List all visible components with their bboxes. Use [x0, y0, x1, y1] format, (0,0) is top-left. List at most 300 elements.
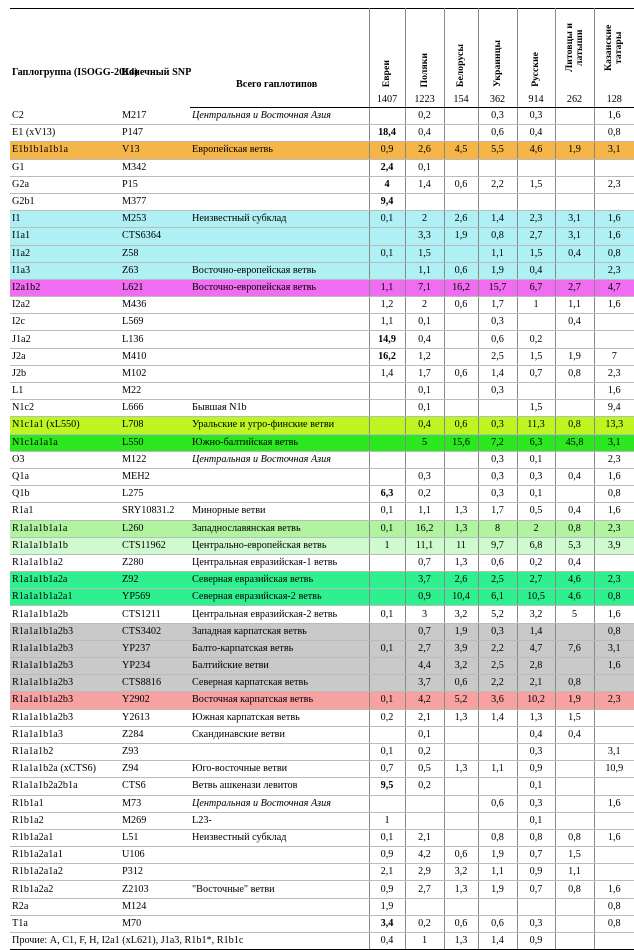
branch-cell: "Восточные" ветви — [190, 881, 369, 898]
snp-cell: M102 — [120, 365, 190, 382]
frequency-cell — [594, 864, 634, 881]
footer-row — [10, 933, 634, 950]
table-row — [10, 726, 634, 743]
frequency-cell — [555, 383, 594, 400]
frequency-cell — [369, 589, 405, 606]
frequency-cell: 10,4 — [444, 589, 478, 606]
frequency-cell — [444, 400, 478, 417]
haplogroup-cell: I2a1b2 — [10, 279, 120, 296]
frequency-cell — [594, 159, 634, 176]
haplogroup-cell: R1b1a2a1a2 — [10, 864, 120, 881]
frequency-cell: 0,3 — [517, 915, 555, 932]
frequency-cell: 0,3 — [478, 623, 517, 640]
branch-cell — [190, 898, 369, 915]
table-row — [10, 314, 634, 331]
frequency-cell: 1,4 — [405, 176, 444, 193]
haplogroup-cell: R1b1a2a1 — [10, 829, 120, 846]
frequency-cell: 0,6 — [444, 176, 478, 193]
frequency-cell: 1,6 — [594, 297, 634, 314]
frequency-cell: 3,6 — [478, 692, 517, 709]
frequency-cell: 0,3 — [478, 451, 517, 468]
frequency-cell: 0,4 — [555, 245, 594, 262]
branch-cell: Центрально-европейская ветвь — [190, 537, 369, 554]
frequency-cell: 0,9 — [369, 847, 405, 864]
frequency-cell: 0,6 — [478, 795, 517, 812]
frequency-cell — [555, 108, 594, 125]
frequency-cell: 1,1 — [555, 864, 594, 881]
frequency-cell — [517, 314, 555, 331]
frequency-cell — [478, 778, 517, 795]
haplogroup-cell: R1a1a1b1a2b3 — [10, 640, 120, 657]
table-row — [10, 365, 634, 382]
frequency-cell: 0,1 — [369, 692, 405, 709]
frequency-cell: 5,5 — [478, 142, 517, 159]
snp-cell: L621 — [120, 279, 190, 296]
table-row — [10, 142, 634, 159]
haplogroup-cell: G2b1 — [10, 193, 120, 210]
frequency-cell: 0,7 — [517, 847, 555, 864]
branch-cell — [190, 383, 369, 400]
frequency-cell: 5,3 — [555, 537, 594, 554]
frequency-cell — [555, 193, 594, 210]
frequency-cell: 2,3 — [594, 451, 634, 468]
frequency-cell — [444, 159, 478, 176]
branch-cell: Неизвестный субклад — [190, 211, 369, 228]
frequency-cell: 2,7 — [517, 572, 555, 589]
frequency-cell — [478, 898, 517, 915]
frequency-cell: 0,6 — [444, 297, 478, 314]
table-row — [10, 709, 634, 726]
frequency-cell — [444, 125, 478, 142]
frequency-cell: 1,1 — [369, 279, 405, 296]
frequency-cell: 0,1 — [405, 314, 444, 331]
frequency-cell: 0,3 — [478, 486, 517, 503]
frequency-cell: 2,2 — [478, 176, 517, 193]
frequency-cell: 2,3 — [594, 365, 634, 382]
frequency-cell: 0,8 — [594, 623, 634, 640]
table-row — [10, 829, 634, 846]
frequency-cell: 0,1 — [369, 606, 405, 623]
table-row — [10, 778, 634, 795]
footer-value: 0,9 — [517, 933, 555, 950]
haplogroup-cell: R1b1a1 — [10, 795, 120, 812]
table-body — [10, 108, 634, 933]
footer-value: 1 — [405, 933, 444, 950]
frequency-cell: 0,8 — [594, 486, 634, 503]
frequency-cell: 11,3 — [517, 417, 555, 434]
table-row — [10, 572, 634, 589]
frequency-cell: 0,6 — [444, 847, 478, 864]
table-row — [10, 451, 634, 468]
frequency-cell: 1,1 — [405, 503, 444, 520]
table-row — [10, 520, 634, 537]
frequency-cell: 2,7 — [555, 279, 594, 296]
frequency-cell: 15,6 — [444, 434, 478, 451]
frequency-cell — [594, 847, 634, 864]
frequency-cell: 3,3 — [405, 228, 444, 245]
haplogroup-cell: G1 — [10, 159, 120, 176]
snp-cell: P312 — [120, 864, 190, 881]
frequency-cell: 1,9 — [444, 228, 478, 245]
frequency-cell — [444, 383, 478, 400]
frequency-cell: 5,2 — [478, 606, 517, 623]
frequency-cell: 0,2 — [405, 108, 444, 125]
frequency-cell: 0,1 — [405, 159, 444, 176]
frequency-cell: 2,3 — [594, 176, 634, 193]
total-count: 362 — [478, 93, 517, 108]
frequency-cell: 3,4 — [369, 915, 405, 932]
frequency-cell: 1,7 — [478, 297, 517, 314]
frequency-cell: 1,5 — [555, 847, 594, 864]
frequency-cell — [594, 726, 634, 743]
frequency-cell — [405, 898, 444, 915]
haplogroup-cell: R1a1a1b1a3 — [10, 726, 120, 743]
haplogroup-cell: C2 — [10, 108, 120, 125]
frequency-cell: 9,5 — [369, 778, 405, 795]
frequency-cell: 0,6 — [444, 915, 478, 932]
table-row — [10, 193, 634, 210]
frequency-cell: 4,6 — [555, 572, 594, 589]
table-row — [10, 898, 634, 915]
haplogroup-cell: R1a1a1b1a2b3 — [10, 692, 120, 709]
frequency-cell: 3,1 — [594, 743, 634, 760]
frequency-cell: 0,2 — [405, 778, 444, 795]
frequency-cell — [594, 554, 634, 571]
branch-cell: Южная карпатская ветвь — [190, 709, 369, 726]
frequency-cell: 0,7 — [517, 365, 555, 382]
frequency-cell: 0,1 — [369, 829, 405, 846]
frequency-cell: 1,6 — [594, 881, 634, 898]
frequency-cell: 0,4 — [555, 726, 594, 743]
frequency-cell — [369, 108, 405, 125]
branch-cell: Бывшая N1b — [190, 400, 369, 417]
frequency-cell: 2,3 — [594, 692, 634, 709]
total-count: 154 — [444, 93, 478, 108]
branch-cell — [190, 159, 369, 176]
snp-cell: YP569 — [120, 589, 190, 606]
haplogroup-cell: R1a1 — [10, 503, 120, 520]
frequency-cell: 6,8 — [517, 537, 555, 554]
frequency-cell: 3,9 — [594, 537, 634, 554]
frequency-cell — [594, 314, 634, 331]
snp-cell: M410 — [120, 348, 190, 365]
branch-cell: Центральная и Восточная Азия — [190, 795, 369, 812]
frequency-cell: 14,9 — [369, 331, 405, 348]
frequency-cell — [555, 812, 594, 829]
haplogroup-cell: R2a — [10, 898, 120, 915]
branch-cell — [190, 331, 369, 348]
table-row — [10, 847, 634, 864]
frequency-cell: 2,6 — [444, 572, 478, 589]
snp-cell: Z58 — [120, 245, 190, 262]
frequency-cell: 0,1 — [405, 383, 444, 400]
frequency-cell: 4,2 — [405, 847, 444, 864]
branch-cell: Минорные ветви — [190, 503, 369, 520]
frequency-cell: 2 — [517, 520, 555, 537]
frequency-cell: 4,2 — [405, 692, 444, 709]
frequency-cell — [478, 743, 517, 760]
haplogroup-cell: I1a1 — [10, 228, 120, 245]
frequency-cell: 0,7 — [369, 761, 405, 778]
snp-cell: M22 — [120, 383, 190, 400]
snp-cell: CTS3402 — [120, 623, 190, 640]
frequency-cell — [369, 228, 405, 245]
frequency-cell: 4,5 — [444, 142, 478, 159]
table-row — [10, 795, 634, 812]
frequency-cell — [369, 468, 405, 485]
total-count: 1407 — [369, 93, 405, 108]
branch-cell: Центральная евразийская-1 ветвь — [190, 554, 369, 571]
frequency-cell — [444, 451, 478, 468]
frequency-cell — [369, 675, 405, 692]
frequency-cell: 0,1 — [405, 400, 444, 417]
frequency-cell: 1,3 — [444, 554, 478, 571]
frequency-cell: 0,4 — [555, 554, 594, 571]
frequency-cell — [405, 812, 444, 829]
frequency-cell: 1,3 — [444, 761, 478, 778]
frequency-cell: 1,6 — [594, 468, 634, 485]
header-row — [10, 9, 634, 94]
frequency-cell — [555, 125, 594, 142]
snp-cell: CTS11962 — [120, 537, 190, 554]
haplogroup-cell: R1a1a1b1a1a — [10, 520, 120, 537]
haplogroup-cell: N1c2 — [10, 400, 120, 417]
frequency-cell — [594, 193, 634, 210]
branch-cell: Восточно-европейская ветвь — [190, 279, 369, 296]
branch-cell: Центральная и Восточная Азия — [190, 451, 369, 468]
frequency-cell — [555, 743, 594, 760]
frequency-cell: 0,2 — [405, 486, 444, 503]
frequency-cell — [555, 400, 594, 417]
branch-cell: Центральная евразийская-2 ветвь — [190, 606, 369, 623]
frequency-cell — [444, 743, 478, 760]
snp-cell: L666 — [120, 400, 190, 417]
haplogroup-cell: R1a1a1b1a2b3 — [10, 675, 120, 692]
frequency-cell: 1 — [369, 812, 405, 829]
frequency-cell: 1,9 — [555, 692, 594, 709]
frequency-cell: 1,6 — [594, 606, 634, 623]
branch-cell — [190, 468, 369, 485]
frequency-cell: 0,8 — [517, 829, 555, 846]
table-row — [10, 881, 634, 898]
frequency-cell: 4,6 — [555, 589, 594, 606]
branch-cell — [190, 228, 369, 245]
frequency-cell: 4,7 — [594, 279, 634, 296]
haplogroup-cell: G2a — [10, 176, 120, 193]
branch-cell — [190, 915, 369, 932]
snp-cell: CTS6364 — [120, 228, 190, 245]
snp-cell: L569 — [120, 314, 190, 331]
frequency-cell — [369, 451, 405, 468]
frequency-cell: 0,8 — [478, 228, 517, 245]
frequency-cell — [369, 726, 405, 743]
frequency-cell — [517, 898, 555, 915]
frequency-cell: 2,1 — [369, 864, 405, 881]
frequency-cell — [369, 417, 405, 434]
frequency-cell: 10,9 — [594, 761, 634, 778]
frequency-cell: 3,7 — [405, 675, 444, 692]
frequency-cell: 7,6 — [555, 640, 594, 657]
frequency-cell — [444, 486, 478, 503]
frequency-cell: 2,4 — [369, 159, 405, 176]
frequency-cell: 0,8 — [594, 245, 634, 262]
frequency-cell — [444, 726, 478, 743]
frequency-cell: 1,3 — [444, 881, 478, 898]
haplogroup-cell: R1b1a2a1a1 — [10, 847, 120, 864]
frequency-cell: 0,3 — [517, 108, 555, 125]
snp-cell: M217 — [120, 108, 190, 125]
population-header: Литовцы и латыши — [555, 9, 594, 94]
haplogroup-cell: R1a1a1b1a2a1 — [10, 589, 120, 606]
frequency-cell: 1,5 — [517, 400, 555, 417]
snp-cell: L51 — [120, 829, 190, 846]
table-row — [10, 537, 634, 554]
frequency-cell: 0,7 — [517, 881, 555, 898]
frequency-cell — [478, 812, 517, 829]
frequency-cell: 2,5 — [478, 348, 517, 365]
snp-cell: Z2103 — [120, 881, 190, 898]
frequency-cell: 0,3 — [517, 468, 555, 485]
frequency-cell — [369, 795, 405, 812]
frequency-cell: 11 — [444, 537, 478, 554]
frequency-cell: 2,5 — [478, 658, 517, 675]
branch-cell: Европейская ветвь — [190, 142, 369, 159]
frequency-cell: 0,4 — [405, 125, 444, 142]
table-row — [10, 279, 634, 296]
frequency-cell — [444, 795, 478, 812]
frequency-cell: 0,8 — [594, 898, 634, 915]
snp-cell: L275 — [120, 486, 190, 503]
frequency-cell: 1,5 — [517, 245, 555, 262]
haplogroup-cell: O3 — [10, 451, 120, 468]
frequency-cell: 0,6 — [478, 554, 517, 571]
snp-cell: M124 — [120, 898, 190, 915]
frequency-cell: 1,9 — [478, 847, 517, 864]
total-count: 262 — [555, 93, 594, 108]
table-row — [10, 159, 634, 176]
frequency-cell: 2,7 — [405, 881, 444, 898]
frequency-cell: 0,1 — [369, 245, 405, 262]
frequency-cell: 45,8 — [555, 434, 594, 451]
frequency-cell — [555, 451, 594, 468]
frequency-cell: 2,1 — [517, 675, 555, 692]
frequency-cell: 0,2 — [369, 709, 405, 726]
footer-value: 1,4 — [478, 933, 517, 950]
haplogroup-table — [10, 8, 634, 950]
frequency-cell: 0,3 — [405, 468, 444, 485]
snp-column-header: Конечный SNP — [122, 66, 192, 78]
frequency-cell — [594, 778, 634, 795]
frequency-cell: 1,9 — [555, 348, 594, 365]
frequency-cell: 9,7 — [478, 537, 517, 554]
frequency-cell — [369, 658, 405, 675]
frequency-cell: 1 — [369, 537, 405, 554]
frequency-cell: 2,7 — [405, 640, 444, 657]
frequency-cell: 16,2 — [444, 279, 478, 296]
frequency-cell: 1,1 — [555, 297, 594, 314]
frequency-cell: 3,1 — [594, 640, 634, 657]
frequency-cell: 0,6 — [444, 417, 478, 434]
frequency-cell: 1,5 — [405, 245, 444, 262]
frequency-cell: 0,6 — [478, 915, 517, 932]
frequency-cell: 2,2 — [478, 640, 517, 657]
haplogroup-cell: R1a1a1b1a2b3 — [10, 623, 120, 640]
table-row — [10, 262, 634, 279]
frequency-cell: 1,1 — [478, 864, 517, 881]
frequency-cell — [555, 898, 594, 915]
frequency-cell: 3,1 — [594, 142, 634, 159]
frequency-cell — [405, 795, 444, 812]
frequency-cell: 0,2 — [405, 915, 444, 932]
haplogroup-cell: R1a1a1b2a (xCTS6) — [10, 761, 120, 778]
frequency-cell — [444, 193, 478, 210]
branch-cell — [190, 245, 369, 262]
frequency-cell: 0,3 — [478, 314, 517, 331]
frequency-cell: 1,4 — [478, 365, 517, 382]
frequency-cell: 3,7 — [405, 572, 444, 589]
frequency-cell — [444, 108, 478, 125]
table-row — [10, 434, 634, 451]
frequency-cell: 0,4 — [555, 468, 594, 485]
snp-cell: MEH2 — [120, 468, 190, 485]
snp-cell: Z63 — [120, 262, 190, 279]
branch-cell: Западная карпатская ветвь — [190, 623, 369, 640]
table-row — [10, 383, 634, 400]
frequency-cell: 4,4 — [405, 658, 444, 675]
frequency-cell: 1,9 — [444, 623, 478, 640]
frequency-cell — [555, 623, 594, 640]
branch-cell: Западнославянская ветвь — [190, 520, 369, 537]
table-row — [10, 640, 634, 657]
frequency-cell — [405, 451, 444, 468]
footer-value: 0,4 — [369, 933, 405, 950]
snp-cell: P147 — [120, 125, 190, 142]
snp-cell: M70 — [120, 915, 190, 932]
haplogroup-cell: R1a1a1b1a2b — [10, 606, 120, 623]
snp-cell: Y2613 — [120, 709, 190, 726]
frequency-cell: 2,9 — [405, 864, 444, 881]
population-header: Казанские татары — [594, 9, 634, 94]
table-row — [10, 400, 634, 417]
table-row — [10, 468, 634, 485]
frequency-cell: 2,3 — [594, 572, 634, 589]
frequency-cell — [594, 709, 634, 726]
frequency-cell: 10,5 — [517, 589, 555, 606]
frequency-cell: 1,1 — [369, 314, 405, 331]
frequency-cell — [369, 434, 405, 451]
frequency-cell: 7,2 — [478, 434, 517, 451]
haplogroup-column-header: Гаплогруппа (ISOGG-2014) — [12, 66, 138, 78]
haplogroup-cell: I1a3 — [10, 262, 120, 279]
footer-value — [555, 933, 594, 950]
frequency-cell — [555, 658, 594, 675]
branch-cell: Южно-балтийская ветвь — [190, 434, 369, 451]
table-row — [10, 915, 634, 932]
frequency-cell: 1,2 — [405, 348, 444, 365]
table-row — [10, 211, 634, 228]
frequency-cell: 3,2 — [444, 606, 478, 623]
frequency-cell: 0,4 — [555, 314, 594, 331]
snp-cell: L260 — [120, 520, 190, 537]
frequency-cell — [594, 675, 634, 692]
frequency-cell — [444, 898, 478, 915]
table-row — [10, 331, 634, 348]
table-row — [10, 761, 634, 778]
frequency-cell — [444, 314, 478, 331]
frequency-cell: 1,1 — [478, 761, 517, 778]
table-row — [10, 245, 634, 262]
frequency-cell: 0,2 — [517, 554, 555, 571]
